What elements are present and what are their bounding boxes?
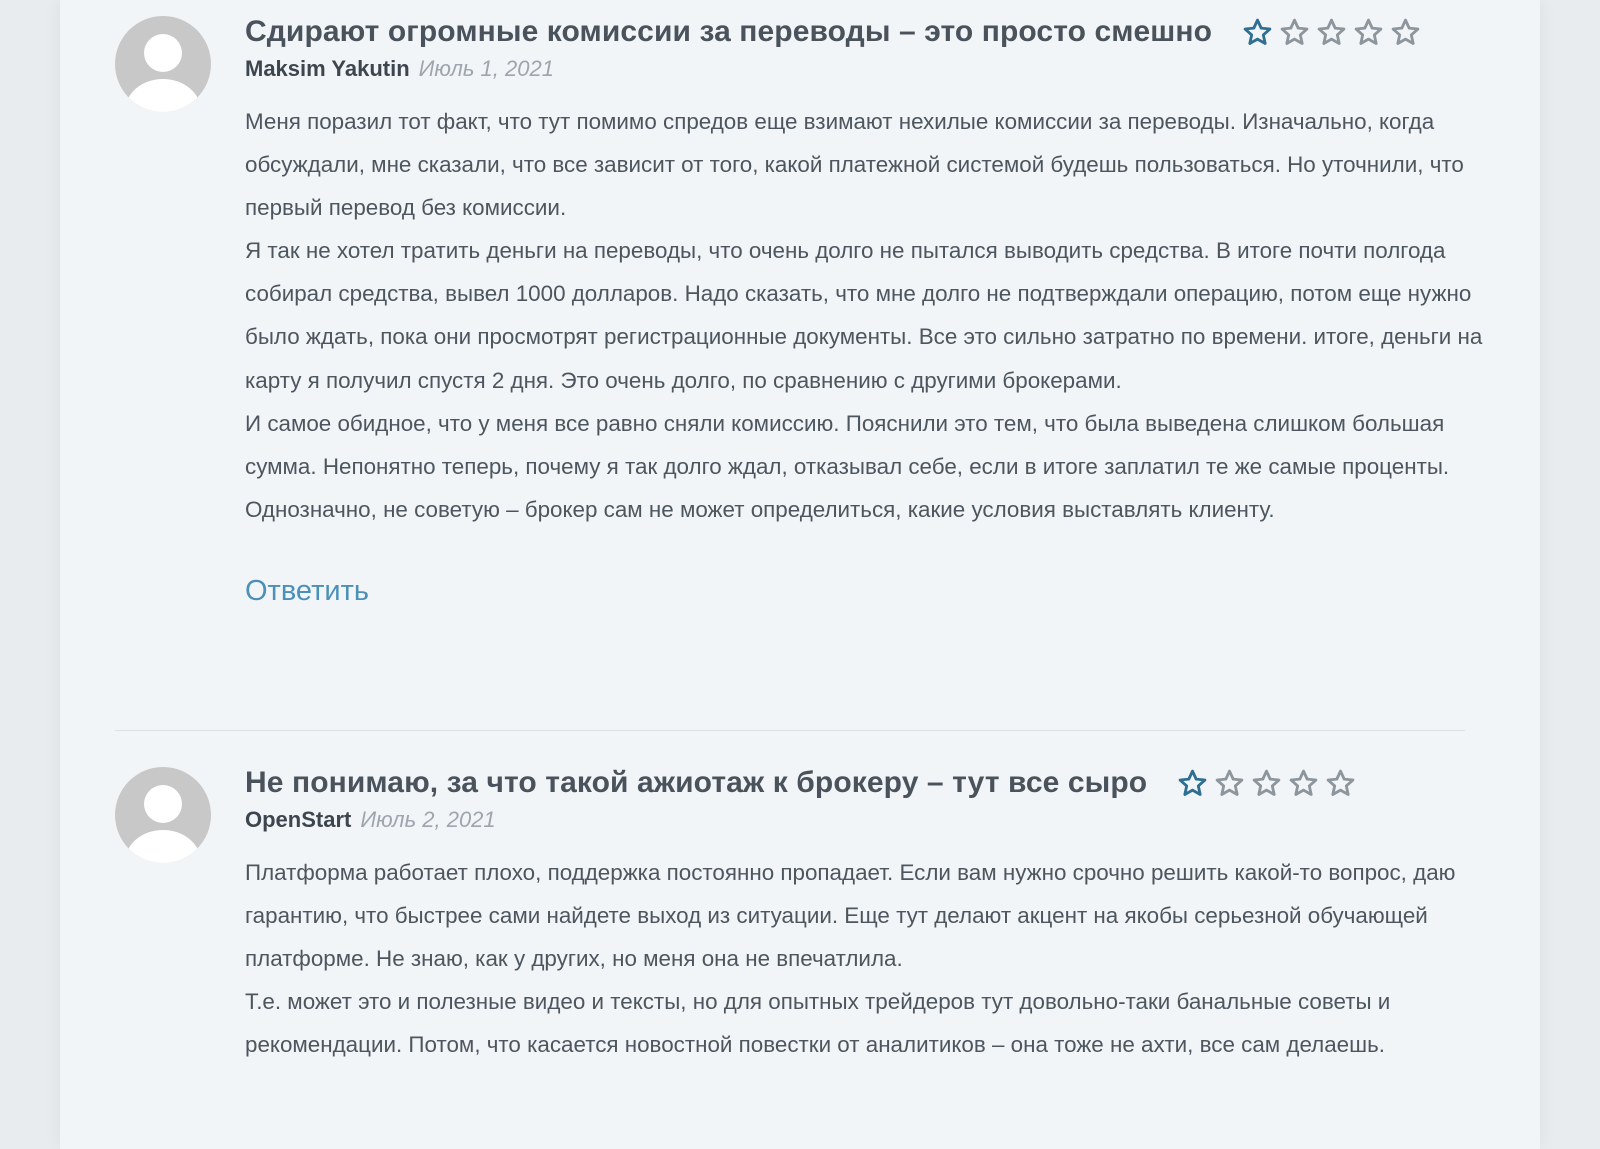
review-content: [245, 765, 1485, 1066]
review-author: Maksim Yakutin: [245, 56, 410, 81]
review-paragraph: Т.е. может это и полезные видео и тексты, но для опытных трейдеров тут довольно-таки банальные советы и рекомендации. Потом, что касается новостной повестки от аналитиков – она тоже не ахти, все сам делаешь.: [245, 989, 1391, 1058]
review-header: [245, 765, 1485, 801]
star-empty-icon: [1214, 768, 1245, 799]
star-empty-icon: [1325, 768, 1356, 799]
review-paragraph: Меня поразил тот факт, что тут помимо спредов еще взимают нехилые комиссии за переводы. Изначально, когда обсуждали, мне сказали, что все зависит от того, какой платежной системой будешь пользоваться. Но уточнили, что первый перевод без комиссии.: [245, 109, 1464, 221]
star-rating: [1177, 768, 1356, 799]
review-body: [245, 100, 1485, 531]
review-date: Июль 2, 2021: [360, 807, 496, 832]
review-title: Сдирают огромные комиссии за переводы – это просто смешно: [245, 15, 1213, 48]
star-empty-icon: [1390, 17, 1421, 48]
reply-link[interactable]: Ответить: [245, 574, 369, 607]
review-paragraph: Я так не хотел тратить деньги на переводы, что очень долго не пытался выводить средства. В итоге почти полгода собирал средства, вывел 1000 долларов. Надо сказать, что мне долго не подтверждали операцию, потом еще нужно было ждать, пока они просмотрят регистрационные документы. Все это сильно затратно по времени. итоге, деньги на карту я получил спустя 2 дня. Это очень долго, по сравнению с другими брокерами.: [245, 238, 1483, 393]
review-paragraph: Платформа работает плохо, поддержка постоянно пропадает. Если вам нужно срочно решить какой-то вопрос, даю гарантию, что быстрее сами найдете выход из ситуации. Еще тут делают акцент на якобы серьезной обучающей платформе. Не знаю, как у других, но меня она не впечатлила.: [245, 860, 1456, 972]
star-empty-icon: [1251, 768, 1282, 799]
star-empty-icon: [1279, 17, 1310, 48]
star-empty-icon: [1288, 768, 1319, 799]
avatar-body: [125, 79, 201, 112]
avatar: [115, 16, 211, 112]
avatar-head: [144, 34, 182, 72]
avatar-head: [144, 785, 182, 823]
review-author: OpenStart: [245, 807, 352, 832]
star-filled-icon: [1242, 17, 1273, 48]
review-title: Не понимаю, за что такой ажиотаж к брокеру – тут все сыро: [245, 766, 1148, 799]
avatar: [115, 767, 211, 863]
review-header: [245, 14, 1485, 50]
review-body: [245, 851, 1485, 1066]
comments-section: [60, 0, 1540, 1149]
review-meta: [245, 807, 1485, 837]
star-filled-icon: [1177, 768, 1208, 799]
review-paragraph: И самое обидное, что у меня все равно сняли комиссию. Пояснили это тем, что была выведена слишком большая сумма. Непонятно теперь, почему я так долго ждал, отказывал себе, если в итоге заплатил те же самые проценты.: [245, 410, 1450, 479]
avatar-body: [125, 830, 201, 863]
review-date: Июль 1, 2021: [418, 56, 554, 81]
review-paragraph: Однозначно, не советую – брокер сам не может определиться, какие условия выставлять клиенту.: [245, 496, 1275, 522]
star-empty-icon: [1316, 17, 1347, 48]
review-content: [245, 14, 1485, 608]
review-divider: [115, 730, 1465, 731]
review-meta: [245, 56, 1485, 86]
star-empty-icon: [1353, 17, 1384, 48]
star-rating: [1242, 17, 1421, 48]
